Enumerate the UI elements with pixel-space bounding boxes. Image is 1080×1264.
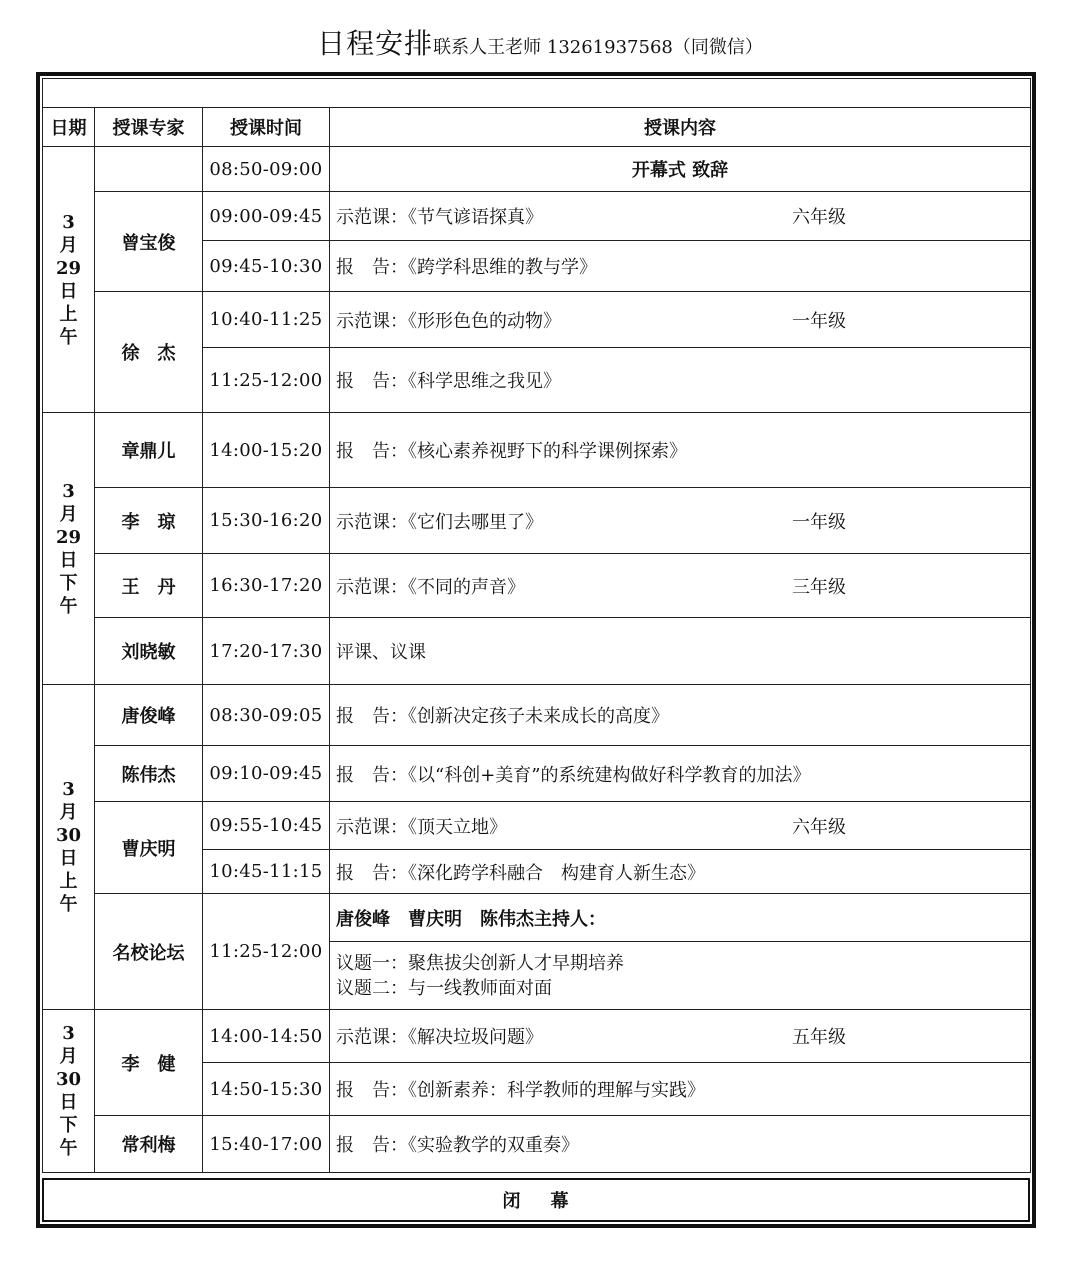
table-row bbox=[43, 685, 1031, 746]
speaker-cell: 徐 杰 bbox=[95, 292, 203, 413]
grade-label: 六年级 bbox=[792, 816, 846, 838]
content-cell: 评课、议课 bbox=[330, 618, 1031, 685]
table-row bbox=[43, 1116, 1031, 1173]
grade-label: 三年级 bbox=[792, 576, 846, 598]
content-cell: 报 告：《实验教学的双重奏》 bbox=[330, 1116, 1031, 1173]
content-cell: 示范课：《它们去哪里了》 一年级 bbox=[330, 488, 1031, 554]
date-cell: 3 月 29 日 下 午 bbox=[43, 413, 95, 685]
table-row bbox=[43, 894, 1031, 942]
time-cell: 09:45-10:30 bbox=[203, 241, 330, 292]
time-cell: 08:50-09:00 bbox=[203, 147, 330, 192]
date-cell: 3 月 30 日 下 午 bbox=[43, 1010, 95, 1173]
table-row bbox=[43, 618, 1031, 685]
time-cell: 14:00-14:50 bbox=[203, 1010, 330, 1063]
content-cell: 报 告：《跨学科思维的教与学》 bbox=[330, 241, 1031, 292]
forum-participants: 唐俊峰 曹庆明 陈伟杰 bbox=[336, 908, 534, 930]
grade-label: 五年级 bbox=[792, 1027, 846, 1048]
speaker-cell bbox=[95, 147, 203, 192]
speaker-cell: 曹庆明 bbox=[95, 802, 203, 894]
speaker-cell: 名校论坛 bbox=[95, 894, 203, 1010]
content-cell: 报 告：《深化跨学科融合 构建育人新生态》 bbox=[330, 850, 1031, 894]
time-cell: 11:25-12:00 bbox=[203, 348, 330, 413]
time-cell: 10:45-11:15 bbox=[203, 850, 330, 894]
time-cell: 15:40-17:00 bbox=[203, 1116, 330, 1173]
time-cell: 09:10-09:45 bbox=[203, 746, 330, 802]
time-cell: 17:20-17:30 bbox=[203, 618, 330, 685]
forum-topics-cell bbox=[330, 942, 1031, 1010]
title-main: 日程安排 bbox=[317, 27, 434, 60]
table-row bbox=[43, 413, 1031, 488]
header-speaker: 授课专家 bbox=[95, 108, 203, 147]
table-row bbox=[43, 192, 1031, 241]
table-row bbox=[43, 292, 1031, 348]
table-row bbox=[43, 802, 1031, 850]
title-contact: 联系人王老师 13261937568（同微信） bbox=[433, 37, 763, 58]
content-cell: 示范课：《不同的声音》 三年级 bbox=[330, 554, 1031, 618]
speaker-cell: 曾宝俊 bbox=[95, 192, 203, 292]
forum-host: 主持人： bbox=[534, 908, 606, 930]
header-time: 授课时间 bbox=[203, 108, 330, 147]
content-cell: 示范课：《解决垃圾问题》 五年级 bbox=[330, 1010, 1031, 1063]
content-cell: 示范课：《节气谚语探真》 六年级 bbox=[330, 192, 1031, 241]
grade-label: 一年级 bbox=[792, 310, 846, 332]
blank-row bbox=[43, 79, 1031, 108]
closing-table bbox=[42, 1178, 1030, 1222]
content-cell: 开幕式 致辞 bbox=[330, 147, 1031, 192]
speaker-cell: 李 健 bbox=[95, 1010, 203, 1116]
content-cell: 报 告：《科学思维之我见》 bbox=[330, 348, 1031, 413]
time-cell: 14:50-15:30 bbox=[203, 1063, 330, 1116]
content-cell: 报 告：《核心素养视野下的科学课例探索》 bbox=[330, 413, 1031, 488]
content-cell: 报 告：《创新决定孩子未来成长的高度》 bbox=[330, 685, 1031, 746]
date-cell: 3 月 30 日 上 午 bbox=[43, 685, 95, 1010]
content-cell: 报 告：《以“科创+美育”的系统建构做好科学教育的加法》 bbox=[330, 746, 1031, 802]
schedule-table bbox=[42, 78, 1031, 1173]
table-row bbox=[43, 147, 1031, 192]
speaker-cell: 刘晓敏 bbox=[95, 618, 203, 685]
table-row bbox=[43, 1010, 1031, 1063]
forum-topic-2: 议题二：与一线教师面对面 bbox=[336, 977, 552, 999]
time-cell: 08:30-09:05 bbox=[203, 685, 330, 746]
closing-cell: 闭幕 bbox=[43, 1179, 1029, 1221]
header-row bbox=[43, 108, 1031, 147]
speaker-cell: 王 丹 bbox=[95, 554, 203, 618]
table-row bbox=[43, 488, 1031, 554]
header-content: 授课内容 bbox=[330, 108, 1031, 147]
speaker-cell: 常利梅 bbox=[95, 1116, 203, 1173]
time-cell: 09:55-10:45 bbox=[203, 802, 330, 850]
time-cell: 14:00-15:20 bbox=[203, 413, 330, 488]
grade-label: 六年级 bbox=[792, 207, 846, 228]
forum-topic-1: 议题一：聚焦拔尖创新人才早期培养 bbox=[336, 952, 624, 974]
grade-label: 一年级 bbox=[792, 511, 846, 533]
content-cell: 报 告：《创新素养：科学教师的理解与实践》 bbox=[330, 1063, 1031, 1116]
page-title bbox=[0, 22, 1080, 62]
table-row bbox=[43, 746, 1031, 802]
speaker-cell: 唐俊峰 bbox=[95, 685, 203, 746]
header-date: 日期 bbox=[43, 108, 95, 147]
date-cell: 3 月 29 日 上 午 bbox=[43, 147, 95, 413]
time-cell: 15:30-16:20 bbox=[203, 488, 330, 554]
time-cell: 11:25-12:00 bbox=[203, 894, 330, 1010]
content-cell: 示范课：《形形色色的动物》 一年级 bbox=[330, 292, 1031, 348]
speaker-cell: 章鼎儿 bbox=[95, 413, 203, 488]
time-cell: 16:30-17:20 bbox=[203, 554, 330, 618]
content-cell: 示范课：《顶天立地》 六年级 bbox=[330, 802, 1031, 850]
speaker-cell: 陈伟杰 bbox=[95, 746, 203, 802]
time-cell: 10:40-11:25 bbox=[203, 292, 330, 348]
speaker-cell: 李 琼 bbox=[95, 488, 203, 554]
forum-participants-cell bbox=[330, 894, 1031, 942]
table-row bbox=[43, 554, 1031, 618]
time-cell: 09:00-09:45 bbox=[203, 192, 330, 241]
